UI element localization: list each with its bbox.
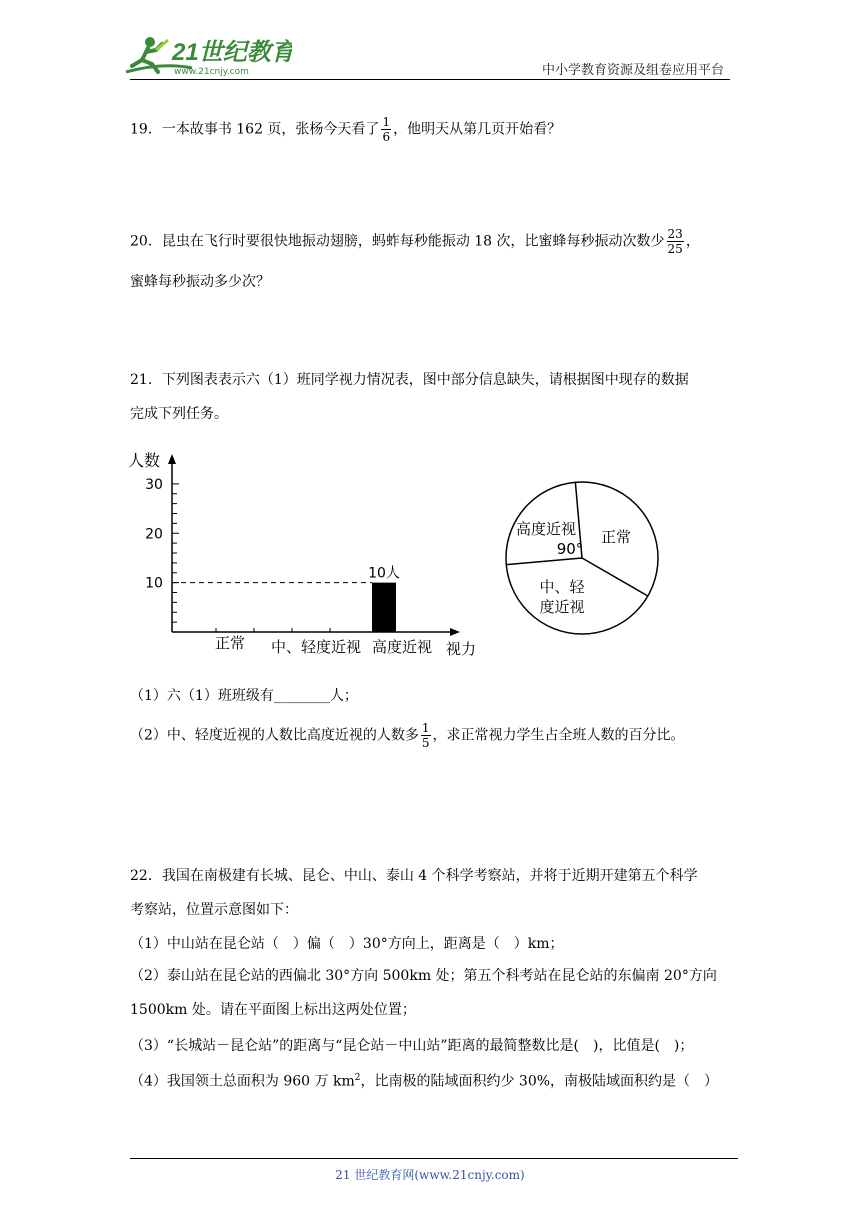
q19-text-post: ，他明天从第几页开始看？ [393,121,562,138]
bar-chart [120,444,490,664]
pie-chart [500,476,664,640]
q22-line-2: 考察站，位置示意图如下： [130,902,298,918]
q21-sub-1 [130,686,358,706]
pie-slice-label: 高度近视 [515,520,577,538]
x-axis-arrow-icon [450,628,460,636]
q20-frac-den: 25 [667,242,683,256]
q22-sub4-sup: 2 [354,1073,361,1083]
x-tick-label: 高度近视 [371,638,433,656]
logo-url: www.21cnjy.com [174,67,249,77]
q19-fraction [381,116,391,143]
y-axis-label: 人数 [128,451,161,470]
q21-sub2-post: ，求正常视力学生占全班人数的百分比。 [432,727,685,744]
q21-sub2-frac-den: 5 [421,736,430,750]
q22-sub4-pre: （4）我国领土总面积为 960 万 km [130,1073,355,1090]
q20-frac-num: 23 [667,227,683,241]
q20-text-post: ， [685,233,700,250]
bar-3 [372,583,396,632]
site-logo [122,32,292,78]
q22-sub-2-line-1: （2）泰山站在昆仑站的西偏北 30°方向 500km 处；第五个科考站在昆仑站的东偏南 20°方向 [130,968,717,984]
logo-title: 21世纪教育 [172,39,292,66]
q19-frac-num: 1 [382,115,391,129]
pie-slice-label: 中、轻 [539,578,585,596]
q22-sub-2-line-2: 1500km 处。请在平面图上标出这两处位置； [130,1002,416,1018]
y-tick-label: 20 [145,526,163,543]
y-axis-arrow-icon [168,454,176,464]
q21-sub1-pre: （1）六（1）班班级有 [130,688,274,704]
q22-sub-3: （3）“长城站－昆仑站”的距离与“昆仑站－中山站”距离的最简整数比是( )，比值是( )； [130,1038,694,1054]
q20-line-2: 蜜蜂每秒振动多少次？ [130,274,270,290]
pie-slice-label: 正常 [600,528,632,546]
q21-line-2: 完成下列任务。 [130,406,228,422]
y-tick-label: 10 [145,575,163,592]
question-19 [130,116,561,143]
q21-sub1-blank: ________ [273,688,330,704]
q20-text-pre: 20．昆虫在飞行时要很快地振动翅膀，蚂蚱每秒能振动 18 次，比蜜蜂每秒振动次数少 [130,233,665,250]
header-platform-name: 中小学教育资源及组卷应用平台 [541,63,724,78]
footer-divider [130,1158,738,1159]
footer-text: 21 世纪教育网(www.21cnjy.com) [335,1168,525,1182]
y-tick-label: 30 [145,476,163,493]
q22-line-1: 22．我国在南极建有长城、昆仑、中山、泰山 4 个科学考察站，并将于近期开建第五个科学 [130,868,698,884]
x-tick-label: 中、轻度近视 [270,638,362,656]
q22-sub-1: （1）中山站在昆仑站（ ）偏（ ）30°方向上，距离是（ ）km； [130,936,564,952]
q21-sub2-pre: （2）中、轻度近视的人数比高度近视的人数多 [130,727,419,744]
question-20 [130,228,700,255]
q20-fraction [667,228,684,255]
bar-data-label: 10人 [368,565,400,582]
q19-text-pre: 19．一本故事书 162 页，张杨今天看了 [130,121,380,138]
q22-sub4-post: ，比南极的陆域面积约少 30%，南极陆域面积约是（ ） [360,1073,719,1090]
q21-sub-2 [130,722,685,749]
x-tick-label: 正常 [214,634,246,652]
q21-line-1: 21．下列图表表示六（1）班同学视力情况表，图中部分信息缺失，请根据图中现存的数据 [130,372,689,388]
x-axis-label: 视力 [446,640,477,658]
q21-sub2-frac-num: 1 [421,721,430,735]
pie-slice-label: 90° [556,540,584,558]
logo-runner-icon [122,32,292,78]
pie-slice-label: 度近视 [539,598,585,616]
header-divider [130,79,730,80]
q21-sub2-fraction [421,722,431,749]
q19-frac-den: 6 [382,130,391,144]
q21-sub1-post: 人； [329,688,358,704]
q22-sub-4 [130,1068,718,1092]
